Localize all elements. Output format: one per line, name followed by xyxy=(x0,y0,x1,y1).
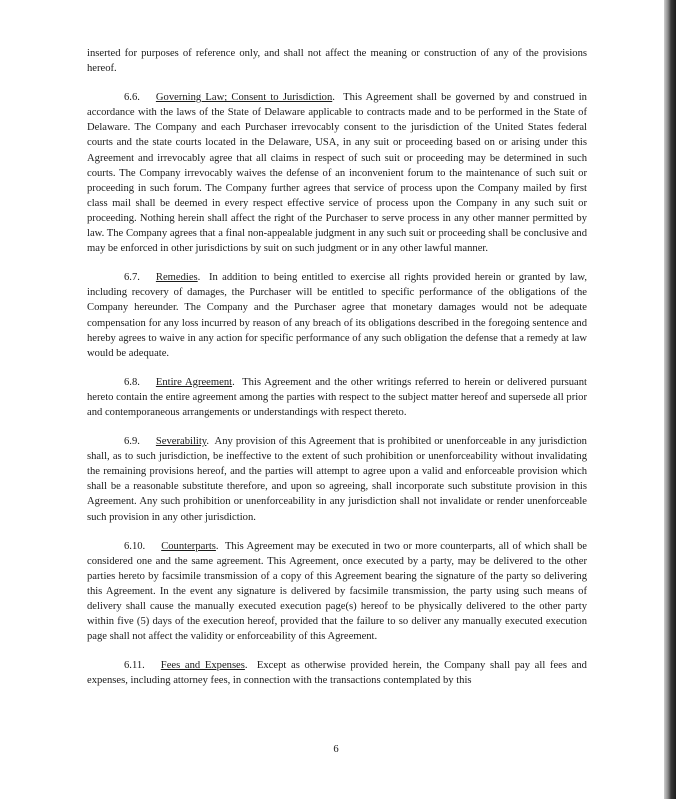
section-heading: Governing Law; Consent to Jurisdiction xyxy=(155,92,333,104)
section-heading: Severability xyxy=(155,436,207,448)
section-6-11: 6.11. Fees and Expenses. Except as otherwise provided herein, the Company shall pay all fees and expenses, including attorney fees, in connection with the transactions contemplated by this xyxy=(87,660,587,687)
section-number: 6.7. xyxy=(124,272,140,284)
section-heading: Counterparts xyxy=(161,540,216,552)
section-body: This Agreement shall be governed by and construed in accordance with the laws of the State of Delaware applicable to contracts made and to be performed in the State of Delaware. The Company and each Purchaser irrevocably consent to the jurisdiction of the United States federal courts and the state courts located in the Delaware, USA, in any suit or proceeding based on or arising under this Agreement and irrevocably agree that all claims in respect of such suit or proceeding may be determined in such courts. The Company irrevocably waives the defense of an inconvenient forum to the maintenance of such suit or proceeding in such forum. The Company further agrees that service of process upon the Company mailed by first class mail shall be deemed in every respect effective service of process upon the Company in any such suit or proceeding. Nothing herein shall affect the right of the Purchaser to serve process in any other manner permitted by law. The Company agrees that a final non-appealable judgment in any such suit or proceeding shall be conclusive and may be enforced in other jurisdictions by suit on such judgment or in any other lawful manner. xyxy=(87,92,587,255)
section-6-7: 6.7. Remedies. In addition to being entitled to exercise all rights provided herein or granted by law, including recovery of damages, the Purchaser will be entitled to specific performance of the obligations of the Company hereunder. The Company and the Purchaser agree that monetary damages would not be adequate compensation for any loss incurred by reason of any breach of its obligations described in the foregoing sentence and hereby agrees to waive in any action for specific performance of any such obligation the defense that a remedy at law would be adequate. xyxy=(87,272,587,359)
section-body: This Agreement and the other writings referred to herein or delivered pursuant hereto contain the entire agreement among the parties with respect to the subject matter hereof and supersede all prior and contemporaneous arrangements or understandings with respect thereto. xyxy=(87,376,587,418)
section-heading: Fees and Expenses xyxy=(160,660,245,672)
section-6-6: 6.6. Governing Law; Consent to Jurisdiction. This Agreement shall be governed by and construed in accordance with the laws of the State of Delaware applicable to contracts made and to be performed in the State of Delaware. The Company and each Purchaser irrevocably consent to the jurisdiction of the United States federal courts and the state courts located in the Delaware, USA, in any suit or proceeding based on or arising under this Agreement and irrevocably agree that all claims in respect of such suit or proceeding may be determined in such courts. The Company irrevocably waives the defense of an inconvenient forum to the maintenance of such suit or proceeding in such forum. The Company further agrees that service of process upon the Company mailed by first class mail shall be deemed in every respect effective service of process upon the Company in any such suit or proceeding. Nothing herein shall affect the right of the Purchaser to serve process in any other manner permitted by law. The Company agrees that a final non-appealable judgment in any such suit or proceeding shall be conclusive and may be enforced in other jurisdictions by suit on such judgment or in any other lawful manner. xyxy=(87,92,587,255)
viewer-edge-shadow xyxy=(664,0,676,799)
section-number: 6.8. xyxy=(124,376,140,388)
section-6-8: 6.8. Entire Agreement. This Agreement and the other writings referred to herein or delivered pursuant hereto contain the entire agreement among the parties with respect to the subject matter hereof and supersede all prior and contemporaneous arrangements or understandings with respect thereto. xyxy=(87,376,587,418)
section-heading: Remedies xyxy=(155,272,198,284)
section-number: 6.6. xyxy=(124,92,140,104)
section-number: 6.9. xyxy=(124,436,140,448)
section-6-9: 6.9. Severability. Any provision of this Agreement that is prohibited or unenforceable in any jurisdiction shall, as to such jurisdiction, be ineffective to the extent of such prohibition or unenforceability without invalidating the remaining provisions hereof, and the parties will attempt to agree upon a valid and enforceable provision which shall be a reasonable substitute therefore, and upon so agreeing, shall incorporate such substitute provision in this Agreement. Any such prohibition or unenforceability in any jurisdiction shall not invalidate or render unenforceable such provision in any other jurisdiction. xyxy=(87,436,587,523)
section-number: 6.10. xyxy=(124,540,146,552)
page-number: 6 xyxy=(333,744,339,755)
section-number: 6.11. xyxy=(124,660,145,672)
section-6-10: 6.10. Counterparts. This Agreement may be executed in two or more counterparts, all of which shall be considered one and the same agreement. This Agreement, once executed by a party, may be delivered to the other parties hereto by facsimile transmission of a copy of this Agreement bearing the signature of the party so delivering this Agreement. In the event any signature is delivered by facsimile transmission, the party using such means of delivery shall cause the manually executed execution page(s) hereof to be physically delivered to the other party within five (5) days of the execution hereof, provided that the failure to so deliver any manually executed execution page shall not affect the validity or enforceability of this Agreement. xyxy=(87,540,587,643)
section-body: Any provision of this Agreement that is prohibited or unenforceable in any jurisdiction shall, as to such jurisdiction, be ineffective to the extent of such prohibition or unenforceability without invalidating the remaining provisions hereof, and the parties will attempt to agree upon a valid and enforceable provision which shall be a reasonable substitute therefore, and upon so agreeing, shall incorporate such substitute provision in this Agreement. Any such prohibition or unenforceability in any jurisdiction shall not invalidate or render unenforceable such provision in any other jurisdiction. xyxy=(87,436,587,523)
document-body xyxy=(87,46,587,702)
intro-paragraph: inserted for purposes of reference only, and shall not affect the meaning or construction of any of the provisions hereof. xyxy=(87,48,587,75)
section-body: In addition to being entitled to exercise all rights provided herein or granted by law, including recovery of damages, the Purchaser will be entitled to specific performance of the obligations of the Company hereunder. The Company and the Purchaser agree that monetary damages would not be adequate compensation for any loss incurred by reason of any breach of its obligations described in the foregoing sentence and hereby agrees to waive in any action for specific performance of any such obligation the defense that a remedy at law would be adequate. xyxy=(87,272,587,359)
section-body: This Agreement may be executed in two or more counterparts, all of which shall be considered one and the same agreement. This Agreement, once executed by a party, may be delivered to the other parties hereto by facsimile transmission of a copy of this Agreement bearing the signature of the party so delivering this Agreement. In the event any signature is delivered by facsimile transmission, the party using such means of delivery shall cause the manually executed execution page(s) hereof to be physically delivered to the other party within five (5) days of the execution hereof, provided that the failure to so deliver any manually executed execution page shall not affect the validity or enforceability of this Agreement. xyxy=(87,540,587,643)
section-heading: Entire Agreement xyxy=(155,376,233,388)
section-body: Except as otherwise provided herein, the Company shall pay all fees and expenses, including attorney fees, in connection with the transactions contemplated by this xyxy=(87,660,587,687)
